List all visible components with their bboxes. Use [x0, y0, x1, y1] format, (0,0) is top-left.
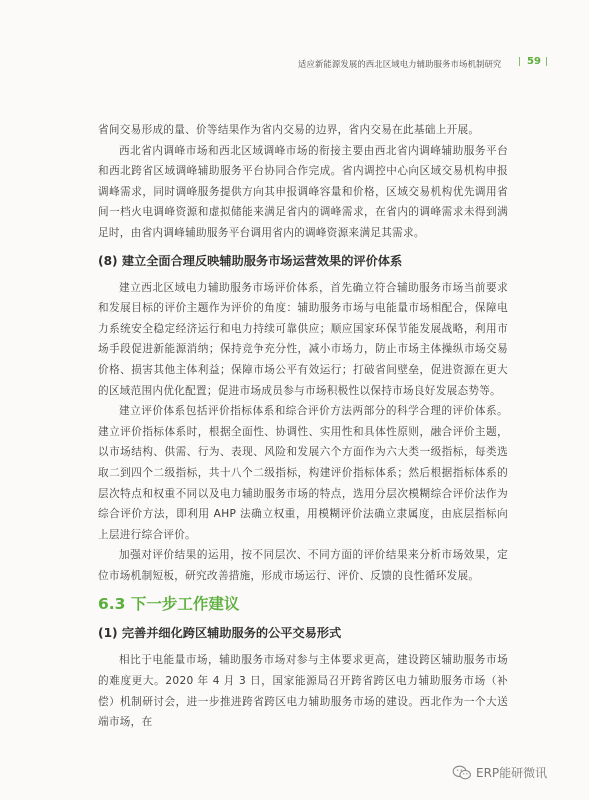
page-number: 59	[527, 56, 541, 67]
subheading-evaluation-system: (8) 建立全面合理反映辅助服务市场运营效果的评价体系	[98, 253, 403, 268]
paragraph-5: 加强对评价结果的运用，按不同层次、不同方面的评价结果来分析市场效果，定位市场机制短板，研究改善措施，形成市场运行、评价、反馈的良性循环发展。	[98, 549, 508, 582]
wechat-icon	[452, 765, 472, 781]
paragraph-3: 建立西北区域电力辅助服务市场评价体系，首先确立符合辅助服务市场当前要求和发展目标的评价主题作为评价的角度：辅助服务市场与电能量市场相配合，保障电力系统安全稳定经济运行和电力持续可靠供应；顺应国家环保节能发展战略，利用市场手段促进新能源消纳；保持竞争充分性，减小市场力，防止市场主体操纵市场交易价格、损害其他主体利益；保障市场公平有效运行；打破省间壁垒，促进资源在更大的区域范围内优化配置；促进市场成员参与市场积极性以保持市场良好发展态势等。	[98, 281, 508, 397]
running-header-title: 适应新能源发展的西北区域电力辅助服务市场机制研究	[298, 59, 502, 69]
page-header	[0, 0, 589, 96]
header-separator-right: |	[545, 57, 549, 67]
paragraph-1: 省间交易形成的量、价等结果作为省内交易的边界，省内交易在此基础上开展。	[98, 124, 480, 136]
paragraph-6: 相比于电能量市场，辅助服务市场对参与主体要求更高，建设跨区辅助服务市场的难度更大。2020 年 4 月 3 日，国家能源局召开跨省跨区电力辅助服务市场（补偿）机制研讨会，进一步推进跨省跨区电力辅助服务市场的建设。西北作为一个大送端市场，在	[98, 654, 508, 729]
subheading-fair-trade: (1) 完善并细化跨区辅助服务的公平交易形式	[98, 626, 342, 641]
paragraph-2: 西北省内调峰市场和西北区域调峰市场的衔接主要由西北省内调峰辅助服务平台和西北跨省区域调峰辅助服务平台协同合作完成。省内调控中心向区域交易机构申报调峰需求，同时调峰服务提供方向其申报调峰容量和价格，区域交易机构优先调用省间一档火电调峰资源和虚拟储能来满足省内的调峰需求，在省内的调峰需求未得到满足时，由省内调峰辅助服务平台调用省内的调峰资源来满足其需求。	[98, 144, 508, 239]
paragraph-4: 建立评价体系包括评价指标体系和综合评价方法两部分的科学合理的评价体系。建立评价指标体系时，根据全面性、协调性、实用性和具体性原则，融合评价主题，以市场结构、供需、行为、表现、风险和发展六个方面作为六大类一级指标，每类选取二到四个二级指标，共十八个二级指标，构建评价指标体系；然后根据指标体系的层次特点和权重不同以及电力辅助服务市场的特点，选用分层次模糊综合评价法作为综合评价方法，即利用 AHP 法确立权重，用模糊评价法确立隶属度，由底层指标向上层进行综合评价。	[98, 405, 508, 541]
watermark	[452, 764, 547, 781]
section-heading: 6.3 下一步工作建议	[98, 595, 240, 614]
header-separator: |	[518, 57, 522, 67]
watermark-text: ERP能研微讯	[476, 766, 548, 780]
page-body	[98, 120, 508, 733]
